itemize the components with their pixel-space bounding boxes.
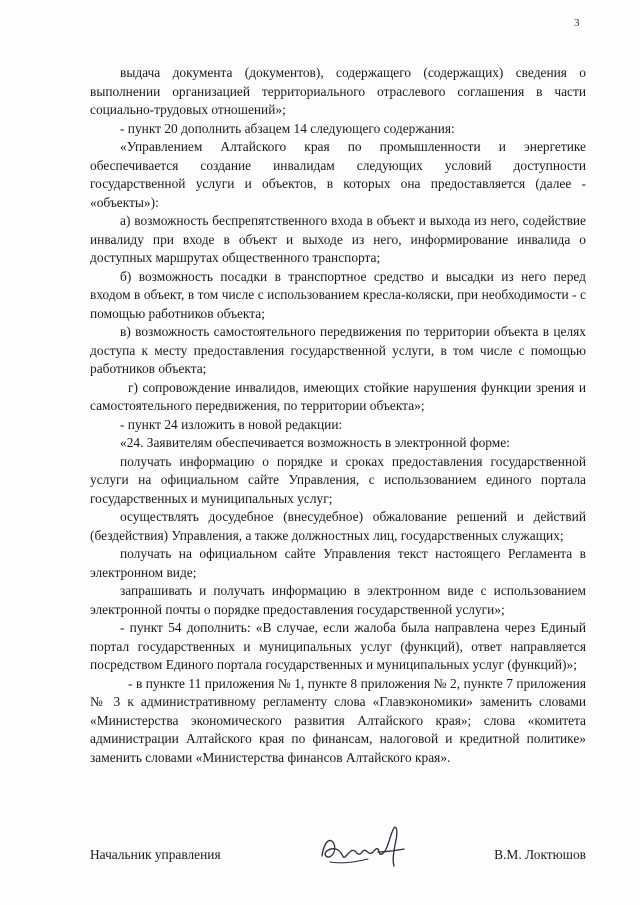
paragraph-item-a: а) возможность беспрепятственного входа в объект и выхода из него, содействие инвалиду при входе в объект и выходе из него, информирование инвалида о доступных маршрутах общественного транспорта; [90, 213, 586, 265]
paragraph-point-24: - пункт 24 изложить в новой редакции: [120, 416, 343, 432]
paragraph-item-b: б) возможность посадки в транспортное средство и высадки из него перед входом в объект, в том числе с использованием кресла-коляски, при необходимости - с помощью работников объекта; [90, 268, 586, 321]
signatory-title: Начальник управления [90, 847, 221, 862]
document-body [90, 64, 586, 767]
paragraph-item-v: в) возможность самостоятельного передвижения по территории объекта в целях доступа к месту предоставления государственной услуги, в том числе с помощью работников объекта; [90, 324, 586, 376]
paragraph-point-20-text: «Управлением Алтайского края по промышленности и энергетике обеспечивается создание инвалидам следующих условий доступности государственной услуги и объектов, в которых она предоставляется (далее - «объекты»): [90, 139, 586, 210]
handwritten-signature [312, 822, 412, 874]
page-number: 3 [574, 17, 580, 29]
paragraph-item-g: г) сопровождение инвалидов, имеющих стойкие нарушения функции зрения и самостоятельного передвижения, по территории объекта»; [90, 379, 586, 413]
signatory-name: В.М. Локтюшов [494, 847, 586, 862]
paragraph-point-54: - пункт 54 дополнить: «В случае, если жалоба была направлена через Единый портал государственных и муниципальных услуг (функций), ответ направляется посредством Единого портала государственных и муниципальных услуг (функций)»; [90, 620, 586, 672]
paragraph-get-info: получать информацию о порядке и сроках предоставления государственной услуги на официальном сайте Управления, с использованием единого портала государственных и муниципальных услуг; [90, 453, 586, 506]
paragraph-point-20: - пункт 20 дополнить абзацем 14 следующего содержания: [120, 120, 455, 136]
paragraph-appeal: осуществлять досудебное (внесудебное) обжалование решений и действий (бездействия) Управления, а также должностных лиц, государственных служащих; [90, 509, 586, 543]
signature-block [90, 838, 586, 878]
paragraph-1-continuation: выдача документа (документов), содержащего (содержащих) сведения о выполнении организацией территориального отраслевого соглашения в части социально-трудовых отношений»; [90, 65, 586, 117]
paragraph-point-24-text: «24. Заявителям обеспечивается возможность в электронной форме: [120, 435, 510, 450]
paragraph-appendix-changes: - в пункте 11 приложения № 1, пункте 8 приложения № 2, пункте 7 приложения № 3 к административному регламенту слова «Главэкономики» заменить словами «Министерства экономического развития Алтайского края»; слова «комитета администрации Алтайского края по финансам, налоговой и кредитной политике» заменить словами «Министерства финансов Алтайского края». [90, 675, 586, 765]
paragraph-request-info: запрашивать и получать информацию в электронном виде с использованием электронной почты о порядке предоставления государственной услуги»; [90, 583, 586, 617]
paragraph-get-regulation: получать на официальном сайте Управления текст настоящего Регламента в электронном виде; [90, 546, 586, 580]
